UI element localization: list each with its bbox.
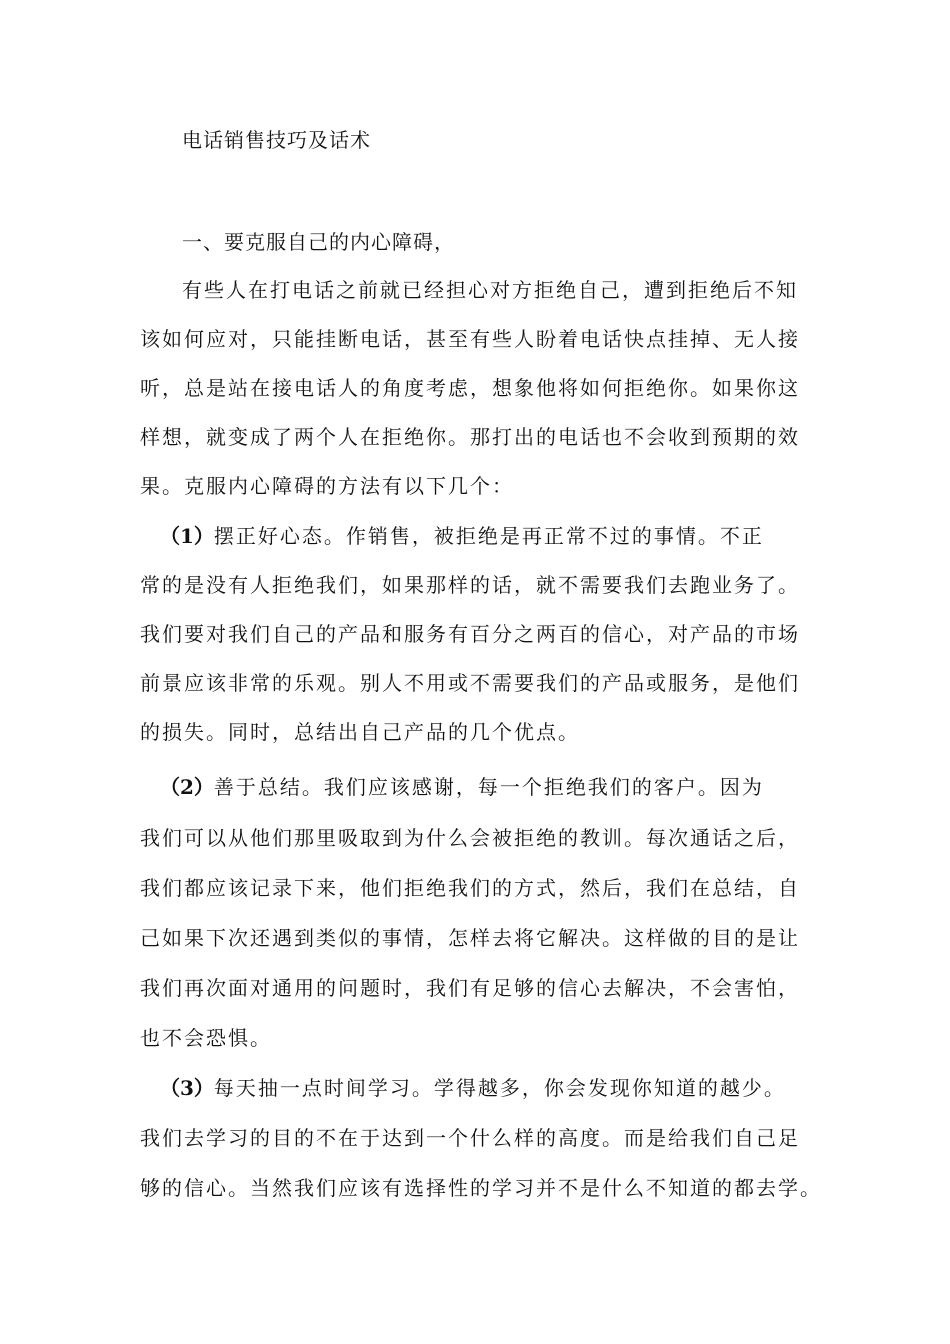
paragraph-line: 该如何应对，只能挂断电话，甚至有些人盼着电话快点挂掉、无人接 <box>140 327 800 351</box>
paragraph-line: 的损失。同时，总结出自己产品的几个优点。 <box>140 720 580 744</box>
point-3-first-line <box>160 1072 786 1104</box>
point-3-number: （3） <box>160 1076 214 1100</box>
point-2-text: 善于总结。我们应该感谢，每一个拒绝我们的客户。因为 <box>213 775 764 799</box>
section-heading: 一、要克服自己的内心障碍， <box>182 230 455 254</box>
paragraph-line: 我们可以从他们那里吸取到为什么会被拒绝的教训。每次通话之后， <box>140 826 800 850</box>
point-2-first-line <box>160 771 764 803</box>
paragraph-line: 样想，就变成了两个人在拒绝你。那打出的电话也不会收到预期的效 <box>140 425 800 449</box>
document-title: 电话销售技巧及话术 <box>182 128 371 152</box>
point-1-text: 摆正好心态。作销售，被拒绝是再正常不过的事情。不正 <box>213 524 764 548</box>
point-2-number: （2） <box>160 775 214 799</box>
paragraph-line: 我们都应该记录下来，他们拒绝我们的方式，然后，我们在总结，自 <box>140 876 800 900</box>
paragraph-line: 够的信心。当然我们应该有选择性的学习并不是什么不知道的都去学。 <box>140 1176 822 1200</box>
paragraph-line: 有些人在打电话之前就已经担心对方拒绝自己，遭到拒绝后不知 <box>182 278 798 302</box>
paragraph-line: 前景应该非常的乐观。别人不用或不需要我们的产品或服务，是他们 <box>140 671 800 695</box>
paragraph-line: 我们再次面对通用的问题时，我们有足够的信心去解决，不会害怕， <box>140 976 800 1000</box>
paragraph-line: 常的是没有人拒绝我们，如果那样的话，就不需要我们去跑业务了。 <box>140 573 800 597</box>
paragraph-line: 果。克服内心障碍的方法有以下几个： <box>140 474 514 498</box>
point-3-text: 每天抽一点时间学习。学得越多，你会发现你知道的越少。 <box>213 1076 786 1100</box>
paragraph-line: 也不会恐惧。 <box>140 1026 272 1050</box>
paragraph-line: 己如果下次还遇到类似的事情，怎样去将它解决。这样做的目的是让 <box>140 926 800 950</box>
point-1-first-line <box>160 520 764 552</box>
paragraph-line: 我们去学习的目的不在于达到一个什么样的高度。而是给我们自己足 <box>140 1126 800 1150</box>
paragraph-line: 我们要对我们自己的产品和服务有百分之两百的信心，对产品的市场 <box>140 622 800 646</box>
point-1-number: （1） <box>160 524 214 548</box>
paragraph-line: 听，总是站在接电话人的角度考虑，想象他将如何拒绝你。如果你这 <box>140 376 800 400</box>
